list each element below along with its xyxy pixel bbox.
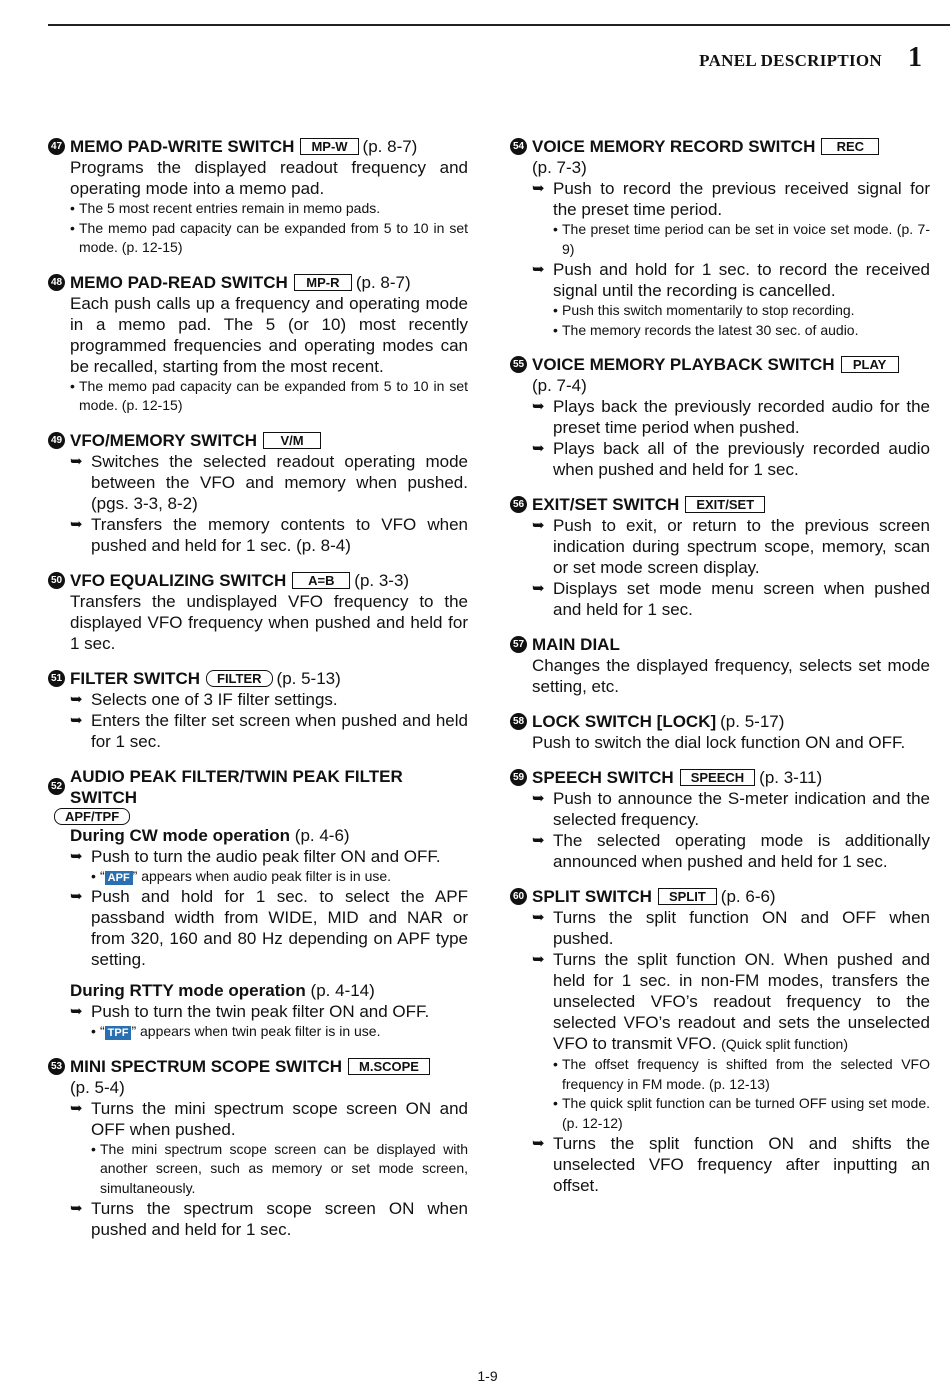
page-ref: (p. 6-6) — [720, 887, 776, 906]
arrow-icon: ➥ — [532, 180, 545, 197]
arrow-icon: ➥ — [70, 847, 83, 865]
arrow-icon: ➥ — [532, 580, 545, 597]
action: Switches the selected readout operating mode between the VFO and memory when pushed. (pgs. 3-3, 8-2) — [91, 451, 468, 513]
key-label: MP-R — [294, 274, 352, 291]
note: The offset frequency is shifted from the selected VFO frequency in FM mode. (p. 12-13) — [562, 1056, 930, 1092]
item-59 — [510, 767, 930, 872]
action: Push and hold for 1 sec. to select the APF passband width from WIDE, MID and NAR or from 320, 160 and 80 Hz depending on APF type setting. — [91, 887, 468, 969]
item-title: VOICE MEMORY RECORD SWITCH — [532, 137, 816, 156]
item-title: MINI SPECTRUM SCOPE SWITCH — [70, 1056, 343, 1076]
left-column — [48, 136, 468, 1254]
note: The mini spectrum scope screen can be displayed with another screen, such as memory or set mode screen, simultaneously. — [100, 1140, 468, 1196]
item-60: 60 SPLIT SWITCH SPLIT (p. 6-6) ➥ Turns the split function ON and OFF when pushed. ➥ Turns the split function ON. When pushed and held for 1 sec. in non-FM modes, transfers the unselected VFO’s readout frequency to the selected VFO’s readout and sets the unselected VFO to transmit VFO. (Quick split function) • The offset frequency is shifted from the selected VFO frequency in FM mode. (p. 12-13) • The quick split function can be turned OFF using set mode. (p. 12-12) ➥ Turns the split function ON and shifts the unselected VFO frequency after inputting an offset. — [510, 886, 930, 1196]
note: “ TPF ” appears when twin peak filter is in use. — [100, 1023, 381, 1039]
item-title: FILTER SWITCH — [70, 668, 200, 688]
item-49 — [48, 430, 468, 556]
item-number: 54 — [510, 138, 527, 155]
tpf-indicator: TPF — [105, 1026, 132, 1040]
item-number: 50 — [48, 572, 65, 589]
item-title: EXIT/SET SWITCH — [532, 495, 680, 514]
item-58 — [510, 711, 930, 753]
key-label: REC — [821, 138, 879, 155]
item-54: 54 VOICE MEMORY RECORD SWITCH REC (p. 7-3) ➥ Push to record the previous received signal for the preset time period. • The preset time period can be set in voice set mode. (p. 7-9) ➥ Push and hold for 1 sec. to record the received signal until the recording is cancelled. • Push this switch momentarily to stop recording. • The memory records the latest 30 sec. of audio. — [510, 136, 930, 340]
arrow-icon: ➥ — [70, 1003, 83, 1020]
item-55 — [510, 354, 930, 480]
item-title: LOCK SWITCH [LOCK] — [532, 712, 717, 731]
action: Push to record the previous received signal for the preset time period. — [553, 179, 930, 219]
arrow-icon: ➥ — [532, 398, 545, 415]
key-label: SPEECH — [680, 769, 755, 786]
item-48: 48 MEMO PAD-READ SWITCH MP-R (p. 8-7) Each push calls up a frequency and operating mode in a memo pad. The 5 (or 10) most recently programmed frequencies and operating modes can be recalled, starting from the most recent. • The memo pad capacity can be expanded from 5 to 10 in set mode. (p. 12-15) — [48, 272, 468, 416]
page-ref: (p. 5-13) — [276, 668, 341, 688]
description: Changes the displayed frequency, selects set mode setting, etc. — [532, 656, 930, 696]
action: Turns the split function ON and shifts the unselected VFO frequency after inputting an offset. — [553, 1134, 930, 1195]
description: Push to switch the dial lock function ON and OFF. — [532, 733, 906, 752]
item-51 — [48, 668, 468, 752]
item-number: 53 — [48, 1058, 65, 1075]
item-number: 55 — [510, 356, 527, 373]
action: Plays back all of the previously recorded audio when pushed and held for 1 sec. — [553, 439, 930, 479]
subheading: During RTTY mode operation — [70, 981, 306, 1000]
note: The 5 most recent entries remain in memo pads. — [79, 200, 381, 216]
page-ref: (p. 7-4) — [532, 376, 587, 395]
arrow-icon: ➥ — [532, 909, 545, 926]
note: The memo pad capacity can be expanded from 5 to 10 in set mode. (p. 12-15) — [79, 377, 468, 413]
page-ref: (p. 5-4) — [70, 1077, 125, 1097]
key-label: V/M — [263, 432, 321, 449]
item-title: VFO EQUALIZING SWITCH — [70, 570, 287, 590]
item-57 — [510, 634, 930, 697]
action: Displays set mode menu screen when pushed and held for 1 sec. — [553, 579, 930, 619]
action: Push and hold for 1 sec. to record the received signal until the recording is cancelled. — [553, 260, 930, 300]
arrow-icon: ➥ — [532, 951, 545, 968]
item-title: SPEECH SWITCH — [532, 768, 674, 787]
arrow-icon: ➥ — [532, 832, 545, 849]
key-label: APF/TPF — [54, 808, 130, 825]
item-47: 47 MEMO PAD-WRITE SWITCH MP-W (p. 8-7) Programs the displayed readout frequency and operating mode into a memo pad. • The 5 most recent entries remain in memo pads. • The memo pad capacity can be expanded from 5 to 10 in set mode. (p. 12-15) — [48, 136, 468, 258]
arrow-icon: ➥ — [532, 440, 545, 457]
action: Transfers the memory contents to VFO when pushed and held for 1 sec. (p. 8-4) — [91, 514, 468, 555]
item-50 — [48, 570, 468, 654]
item-title: AUDIO PEAK FILTER/TWIN PEAK FILTER SWITCH — [70, 766, 403, 807]
action: Turns the split function ON. When pushed and held for 1 sec. in non-FM modes, transfers the unselected VFO’s readout frequency to the selected VFO’s readout and sets the unselected VFO to transmit VFO. — [553, 950, 930, 1053]
right-column — [510, 136, 930, 1210]
key-label: M.SCOPE — [348, 1058, 430, 1075]
key-label: A=B — [292, 572, 350, 589]
action: Plays back the previously recorded audio for the preset time period when pushed. — [553, 397, 930, 437]
arrow-icon: ➥ — [70, 690, 83, 708]
item-title: MEMO PAD-WRITE SWITCH — [70, 137, 295, 156]
key-label: PLAY — [841, 356, 899, 373]
arrow-icon: ➥ — [532, 790, 545, 807]
page-ref: (p. 8-7) — [362, 137, 418, 156]
item-number: 58 — [510, 713, 527, 730]
item-number: 60 — [510, 888, 527, 905]
action: Turns the split function ON and OFF when pushed. — [553, 908, 930, 948]
note: The memo pad capacity can be expanded from 5 to 10 in set mode. (p. 12-15) — [79, 219, 468, 255]
item-number: 59 — [510, 769, 527, 786]
page-ref: (p. 4-6) — [294, 825, 350, 845]
description: Transfers the undisplayed VFO frequency to the displayed VFO frequency when pushed and held for 1 sec. — [70, 591, 468, 653]
page-number: 1-9 — [477, 1368, 498, 1384]
action: Enters the filter set screen when pushed and held for 1 sec. — [91, 710, 468, 751]
page-ref: (p. 8-7) — [355, 272, 411, 292]
item-title: MAIN DIAL — [532, 635, 620, 654]
action: Turns the mini spectrum scope screen ON and OFF when pushed. — [91, 1098, 468, 1139]
page-header — [699, 42, 922, 74]
arrow-icon: ➥ — [70, 515, 83, 533]
item-title: SPLIT SWITCH — [532, 887, 652, 906]
item-number: 48 — [48, 274, 65, 291]
item-number: 51 — [48, 670, 65, 687]
arrow-icon: ➥ — [70, 888, 83, 905]
arrow-icon: ➥ — [532, 261, 545, 278]
item-number: 56 — [510, 496, 527, 513]
item-title: VFO/MEMORY SWITCH — [70, 430, 257, 450]
action: Turns the spectrum scope screen ON when pushed and held for 1 sec. — [91, 1199, 468, 1239]
note: The quick split function can be turned OFF using set mode. (p. 12-12) — [562, 1095, 930, 1131]
apf-indicator: APF — [105, 871, 133, 885]
top-rule — [48, 24, 950, 26]
action-note: (Quick split function) — [721, 1036, 848, 1052]
item-title: VOICE MEMORY PLAYBACK SWITCH — [532, 355, 835, 374]
page-ref: (p. 5-17) — [720, 712, 785, 731]
description: Programs the displayed readout frequency and operating mode into a memo pad. — [70, 158, 468, 198]
note: The memory records the latest 30 sec. of audio. — [562, 321, 859, 338]
item-52: 52 AUDIO PEAK FILTER/TWIN PEAK FILTER SWITCH APF/TPF During CW mode operation (p. 4-6) ➥ Push to turn the audio peak filter ON and OFF. • “ APF ” appears when audio peak filter is in use. ➥ Push and hold for 1 sec. to select the APF passband width from WIDE, MID and NAR or from 320, 160 and 80 Hz depending on APF type setting. During RTTY mode operation (p. 4-14) ➥ Push to turn the twin peak filter ON and OFF. • “ TPF ” appears when twin peak filter is in use. — [48, 766, 468, 1042]
action: Selects one of 3 IF filter settings. — [91, 689, 338, 709]
key-label: EXIT/SET — [685, 496, 765, 513]
item-number: 49 — [48, 432, 65, 449]
description: Each push calls up a frequency and operating mode in a memo pad. The 5 (or 10) most recently programmed frequencies and operating modes can be recalled, starting from the most recent. — [70, 293, 468, 376]
section-title: PANEL DESCRIPTION — [699, 51, 882, 70]
note: “ APF ” appears when audio peak filter is in use. — [100, 867, 392, 884]
note: The preset time period can be set in voice set mode. (p. 7-9) — [562, 221, 930, 257]
key-label: MP-W — [300, 138, 358, 155]
action: Push to announce the S-meter indication and the selected frequency. — [553, 789, 930, 829]
page-ref: (p. 3-3) — [354, 570, 410, 590]
page-ref: (p. 3-11) — [759, 768, 823, 787]
page-ref: (p. 7-3) — [532, 158, 587, 177]
item-number: 52 — [48, 778, 65, 795]
item-number: 47 — [48, 138, 65, 155]
subheading: During CW mode operation — [70, 825, 291, 845]
key-label: SPLIT — [658, 888, 717, 905]
arrow-icon: ➥ — [532, 1135, 545, 1152]
page-ref: (p. 4-14) — [310, 981, 375, 1000]
action: Push to exit, or return to the previous screen indication during spectrum scope, memory, scan or set mode screen display. — [553, 516, 930, 577]
item-number: 57 — [510, 636, 527, 653]
action: Push to turn the audio peak filter ON and OFF. — [91, 846, 441, 866]
note: Push this switch momentarily to stop recording. — [562, 302, 855, 318]
arrow-icon: ➥ — [532, 517, 545, 534]
arrow-icon: ➥ — [70, 1099, 83, 1117]
action: Push to turn the twin peak filter ON and OFF. — [91, 1002, 430, 1021]
action: The selected operating mode is additionally announced when pushed and held for 1 sec. — [553, 831, 930, 871]
item-title: MEMO PAD-READ SWITCH — [70, 272, 288, 292]
key-label: FILTER — [206, 670, 273, 687]
chapter-number: 1 — [908, 42, 922, 73]
arrow-icon: ➥ — [70, 452, 83, 470]
item-56 — [510, 494, 930, 620]
arrow-icon: ➥ — [70, 1200, 83, 1217]
item-53: 53 MINI SPECTRUM SCOPE SWITCH M.SCOPE (p. 5-4) ➥ Turns the mini spectrum scope screen ON and OFF when pushed. • The mini spectrum scope screen can be displayed with another screen, such as memory or set mode screen, simultaneously. ➥ Turns the spectrum scope screen ON when pushed and held for 1 sec. — [48, 1056, 468, 1241]
arrow-icon: ➥ — [70, 711, 83, 729]
